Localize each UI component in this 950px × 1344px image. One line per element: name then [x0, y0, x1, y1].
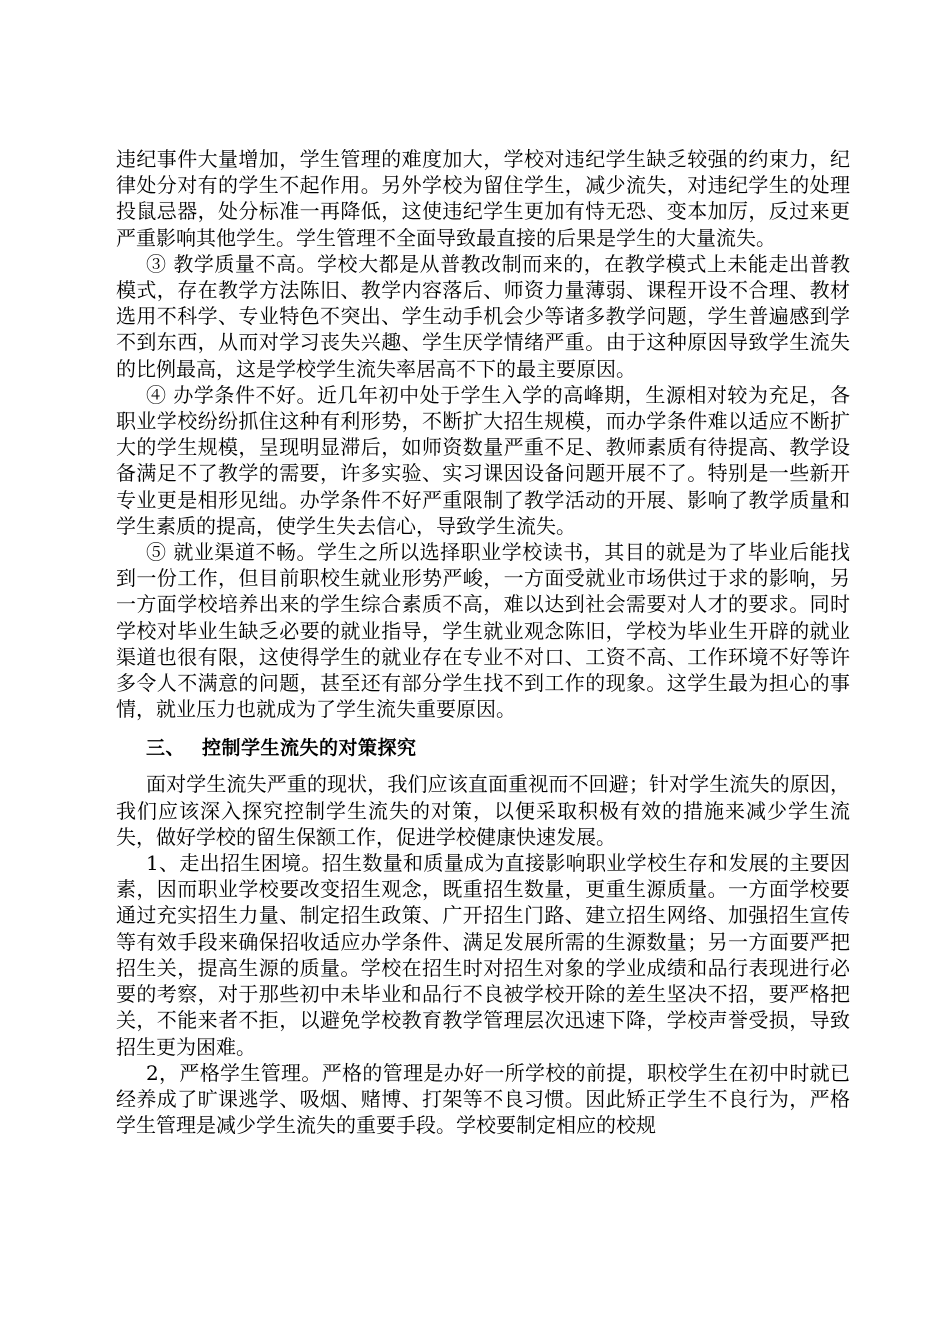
paragraph-discipline-continued: 违纪事件大量增加，学生管理的难度加大，学校对违纪学生缺乏较强的约束力，纪律处分对有的学生不起作用。另外学校为留住学生，减少流失，对违纪学生的处理投鼠忌器，处分标准一再降低，这使违纪学生更加有恃无恐、变本加厉，反过来更严重影响其他学生。学生管理不全面导致最直接的后果是学生的大量流失。 [116, 147, 850, 250]
paragraph-countermeasures-intro: 面对学生流失严重的现状，我们应该直面重视而不回避；针对学生流失的原因，我们应该深入探究控制学生流失的对策，以便采取积极有效的措施来减少学生流失，做好学校的留生保额工作，促进学校健康快速发展。 [116, 772, 850, 849]
section-heading-number: 三、 [146, 737, 186, 760]
paragraph-student-management: 2，严格学生管理。严格的管理是办好一所学校的前提，职校学生在初中时就已经养成了旷课逃学、吸烟、赌博、打架等不良习惯。因此矫正学生不良行为，严格学生管理是减少学生流失的重要手段。学校要制定相应的校规 [116, 1060, 850, 1138]
section-heading [116, 734, 850, 762]
document-body [116, 146, 850, 1138]
paragraph-school-conditions: ④ 办学条件不好。近几年初中处于学生入学的高峰期，生源相对较为充足，各职业学校纷纷抓住这种有利形势，不断扩大招生规模，而办学条件难以适应不断扩大的学生规模，呈现明显滞后，如师资数量严重不足、教师素质有待提高、教学设备满足不了教学的需要，许多实验、实习课因设备问题开展不了。特别是一些新开专业更是相形见绌。办学条件不好严重限制了教学活动的开展、影响了教学质量和学生素质的提高，使学生失去信心，导致学生流失。 [116, 382, 850, 538]
paragraph-enrollment: 1、走出招生困境。招生数量和质量成为直接影响职业学校生存和发展的主要因素，因而职业学校要改变招生观念，既重招生数量，更重生源质量。一方面学校要通过充实招生力量、制定招生政策、广开招生门路、建立招生网络、加强招生宣传等有效手段来确保招收适应办学条件、满足发展所需的生源数量；另一方面要严把招生关，提高生源的质量。学校在招生时对招生对象的学业成绩和品行表现进行必要的考察，对于那些初中未毕业和品行不良被学校开除的差生坚决不招，要严格把关，不能来者不拒，以避免学校教育教学管理层次迅速下降，学校声誉受损，导致招生更为困难。 [116, 851, 850, 1059]
paragraph-employment-channels: ⑤ 就业渠道不畅。学生之所以选择职业学校读书，其目的就是为了毕业后能找到一份工作，但目前职校生就业形势严峻，一方面受就业市场供过于求的影响，另一方面学校培养出来的学生综合素质不高，难以达到社会需要对人才的要求。同时学校对毕业生缺乏必要的就业指导，学生就业观念陈旧，学校为毕业生开辟的就业渠道也很有限，这使得学生的就业存在专业不对口、工资不高、工作环境不好等许多令人不满意的问题，甚至还有部分学生找不到工作的现象。这学生最为担心的事情，就业压力也就成为了学生流失重要原因。 [116, 540, 850, 722]
paragraph-teaching-quality: ③ 教学质量不高。学校大都是从普教改制而来的，在教学模式上未能走出普教模式，存在教学方法陈旧、教学内容落后、师资力量薄弱、课程开设不合理、教材选用不科学、专业特色不突出、学生动手机会少等诸多教学问题，学生普遍感到学不到东西，从而对学习丧失兴趣、学生厌学情绪严重。由于这种原因导致学生流失的比例最高，这是学校学生流失率居高不下的最主要原因。 [116, 251, 850, 381]
section-heading-title: 控制学生流失的对策探究 [202, 737, 417, 760]
